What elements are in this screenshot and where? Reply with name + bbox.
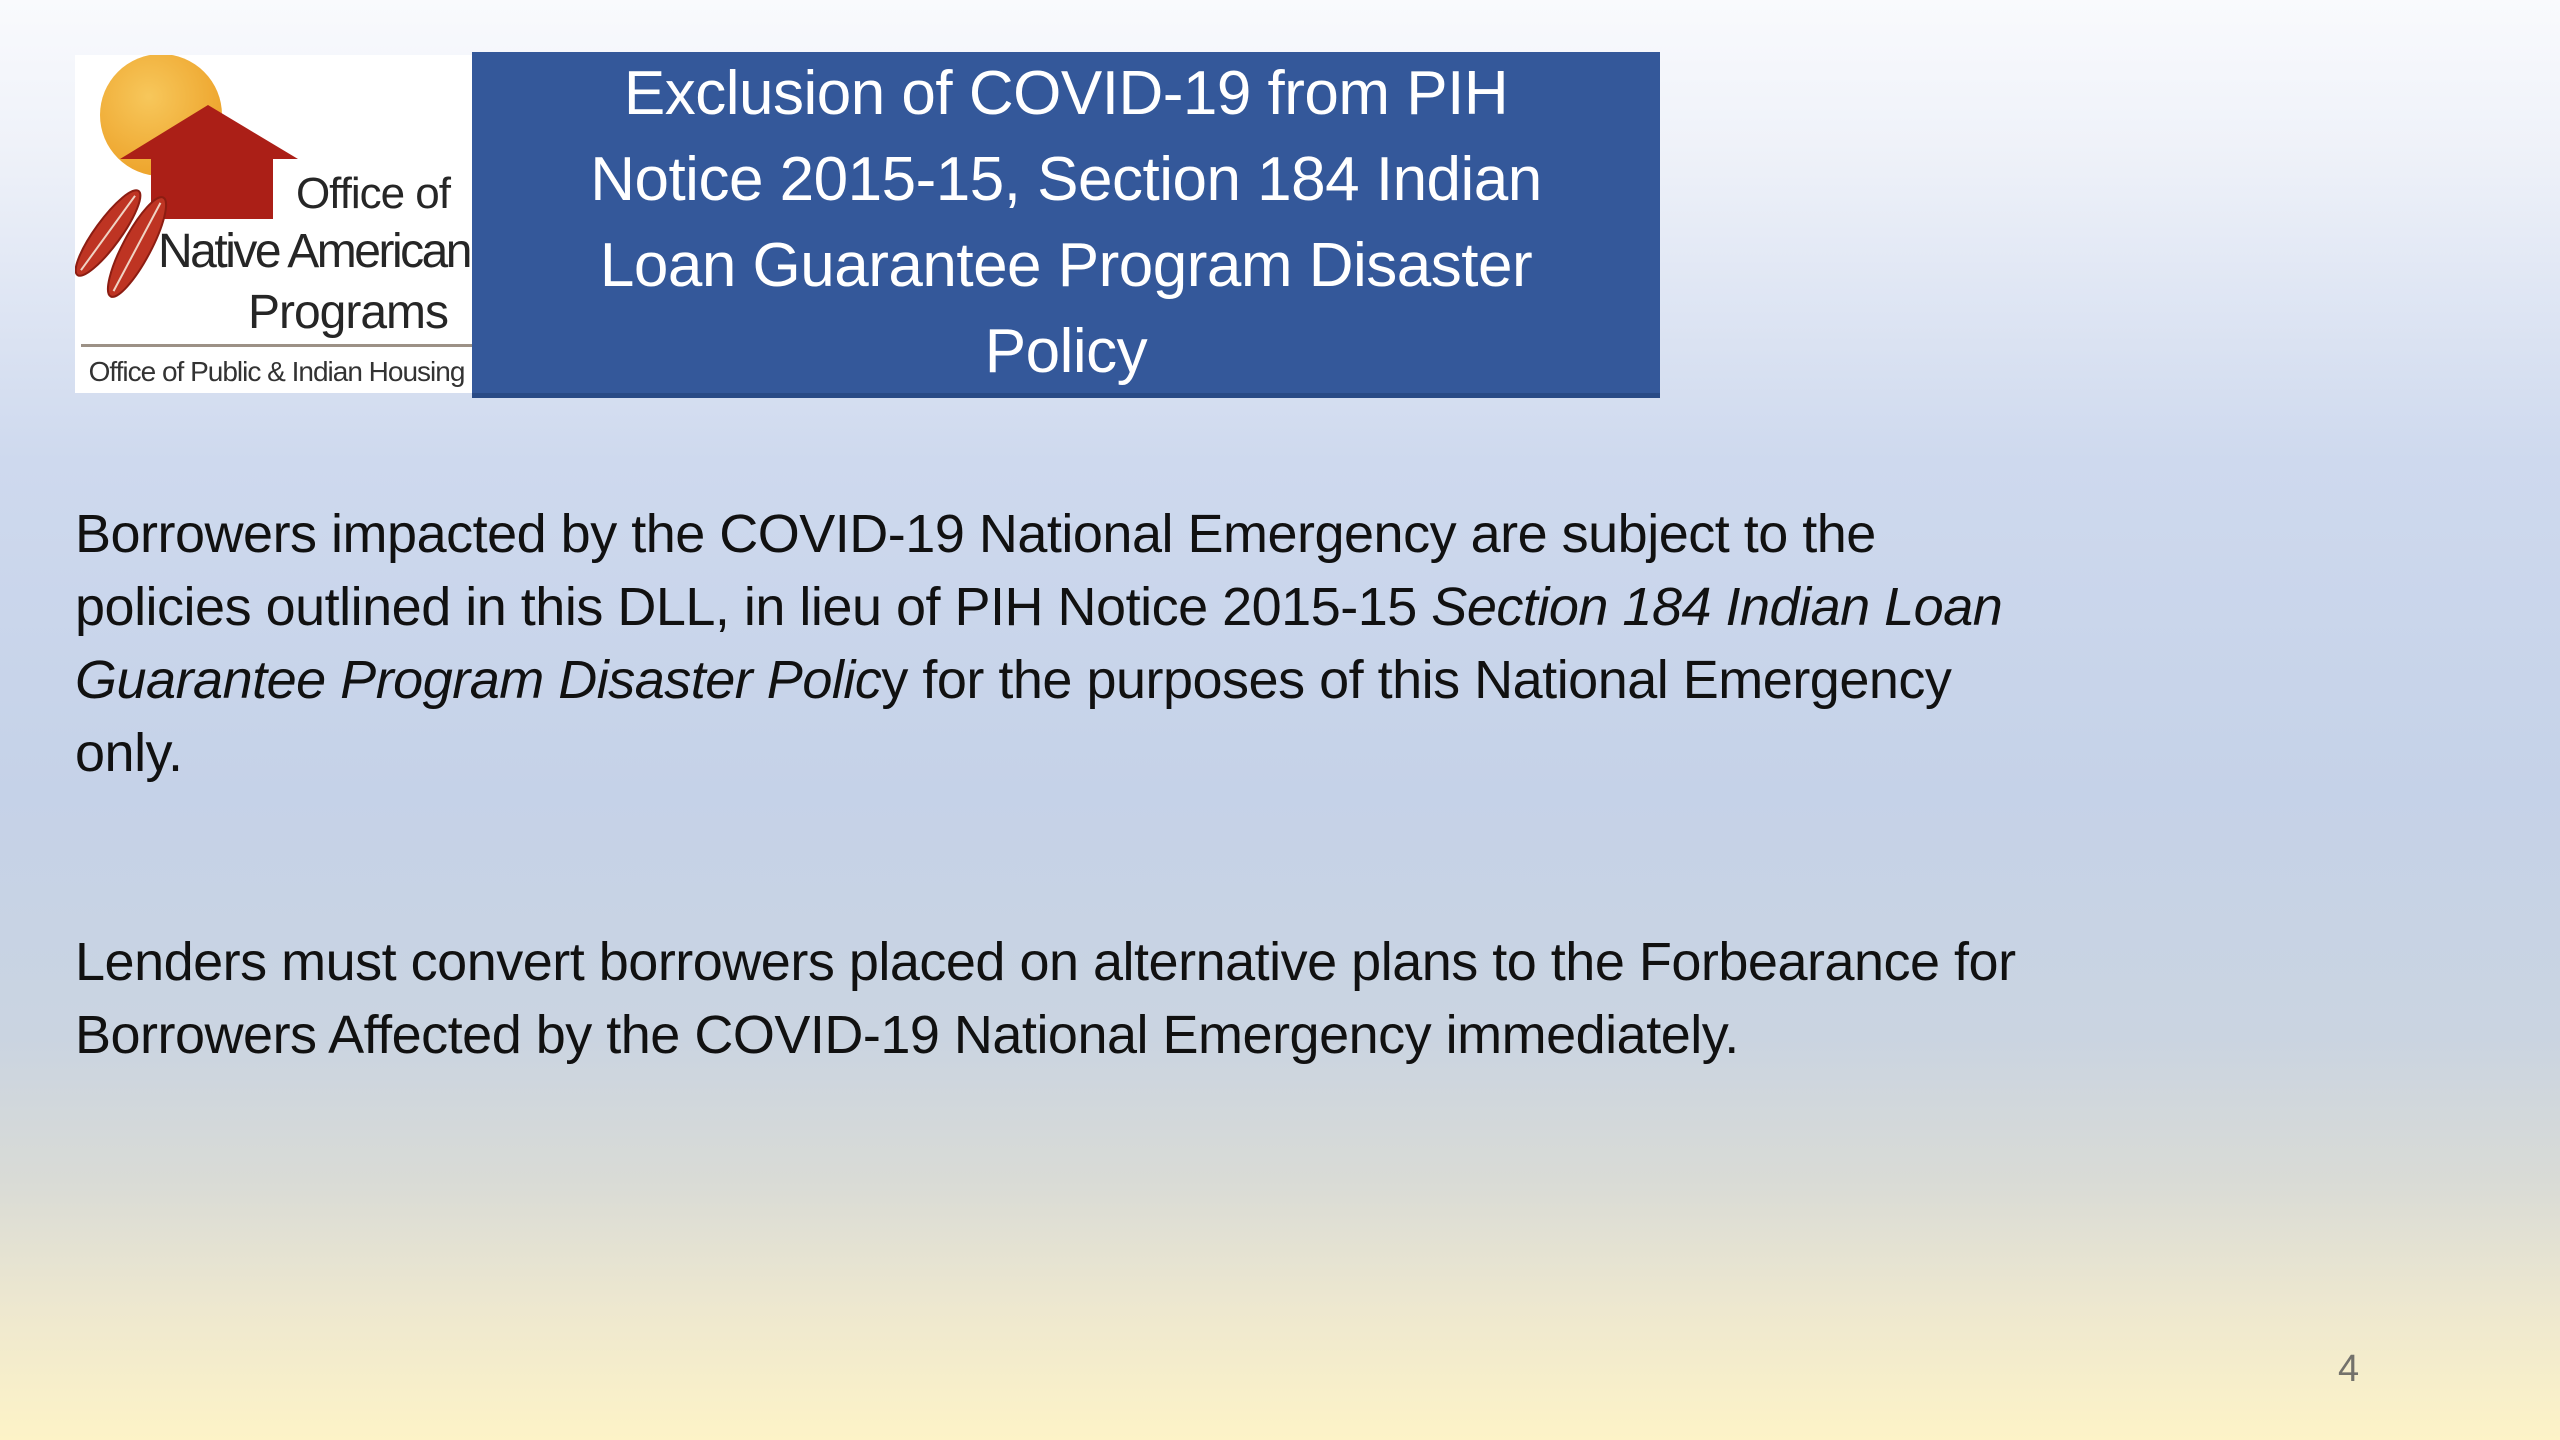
body-p2-line1 (75, 926, 2016, 999)
body-paragraph-1 (75, 498, 2002, 790)
body-p1-line2 (75, 571, 2002, 644)
p1-line3-regular: y for the purposes of this National Emergency (881, 650, 1952, 710)
body-paragraph-2 (75, 926, 2016, 1072)
title-line-1: Exclusion of COVID-19 from PIH (623, 58, 1509, 128)
p2-line1-text: Lenders must convert borrowers placed on alternative plans to the Forbearance for (75, 932, 2016, 992)
p1-line2-regular: policies outlined in this DLL, in lieu of PIH Notice 2015-15 (75, 577, 1432, 637)
p1-line1-text: Borrowers impacted by the COVID-19 National Emergency are subject to the (75, 504, 1876, 564)
slide-title (472, 52, 1660, 398)
logo-org-name (158, 167, 470, 343)
title-line-4: Policy (984, 316, 1148, 386)
page-number: 4 (2338, 1348, 2360, 1390)
logo-org-line3: Programs (247, 286, 448, 339)
title-line-3: Loan Guarantee Program Disaster (599, 230, 1533, 300)
p2-line2-text: Borrowers Affected by the COVID-19 National Emergency immediately. (75, 1005, 1739, 1065)
onap-logo (75, 55, 478, 393)
p1-line3-italic: Guarantee Program Disaster Polic (75, 650, 882, 710)
body-p1-line1 (75, 498, 2002, 571)
title-line-2: Notice 2015-15, Section 184 Indian (590, 144, 1542, 214)
body-p1-line3 (75, 644, 2002, 717)
logo-divider (81, 344, 472, 347)
body-p1-line4 (75, 717, 2002, 790)
logo-sub-text: Office of Public & Indian Housing (88, 356, 465, 387)
p1-line2-italic: Section 184 Indian Loan (1431, 577, 2003, 637)
p1-line4-text: only. (75, 723, 183, 783)
logo-org-line1: Office of (295, 169, 450, 218)
body-p2-line2 (75, 999, 2016, 1072)
logo-org-line2: Native American (158, 225, 470, 278)
